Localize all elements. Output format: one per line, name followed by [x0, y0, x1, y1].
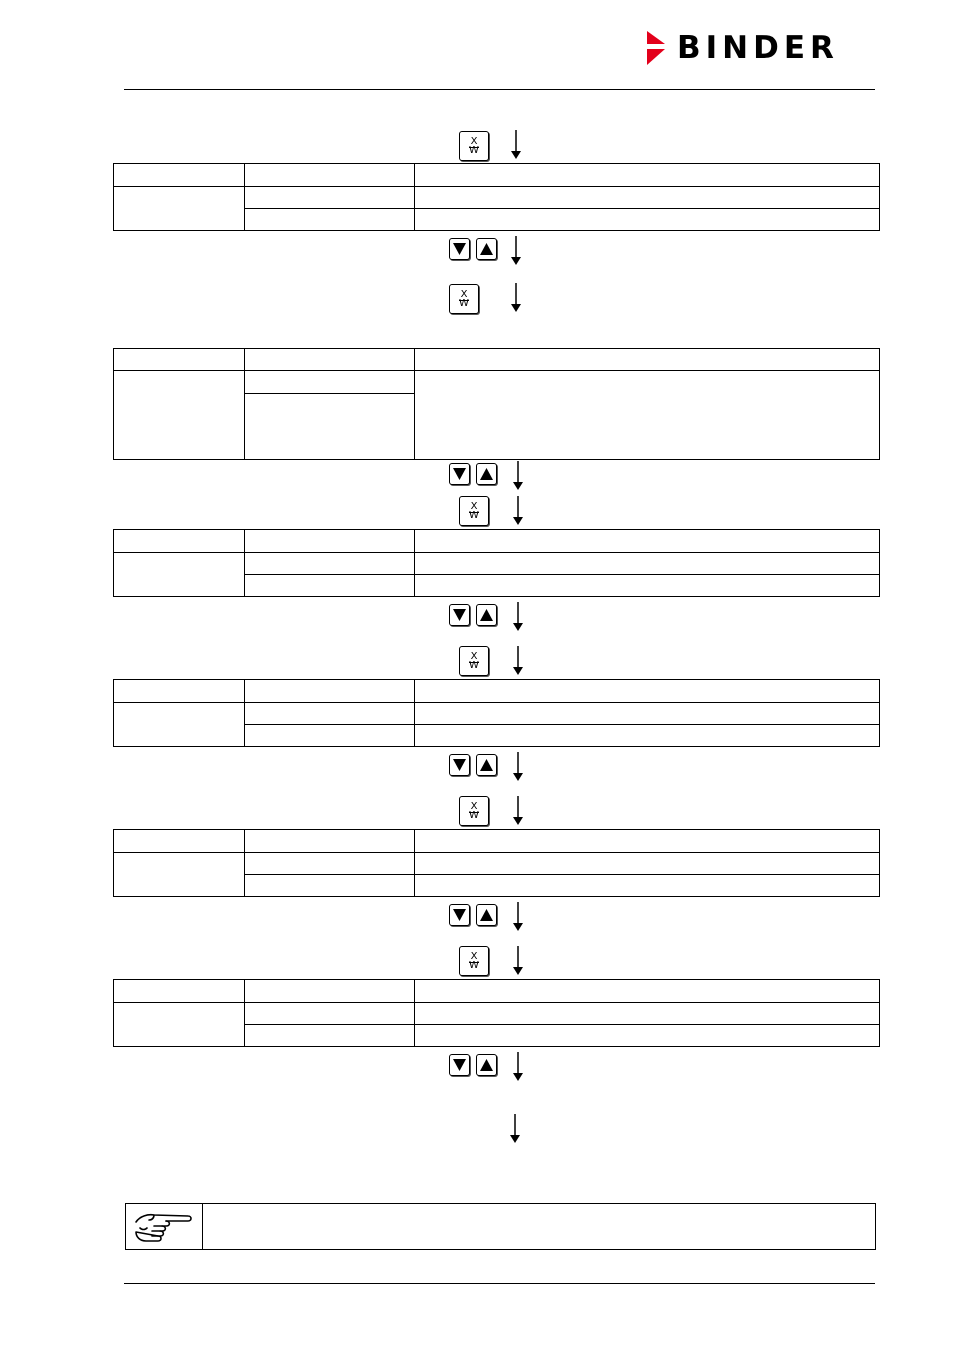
brand-name: BINDER — [677, 29, 839, 66]
arrow-down-key-icon[interactable] — [449, 1054, 470, 1076]
note-box — [125, 1203, 876, 1250]
down-arrow-icon — [510, 283, 522, 313]
table-cell — [415, 164, 880, 187]
down-arrow-icon — [512, 461, 524, 491]
table-cell — [415, 853, 880, 875]
table-cell — [245, 530, 415, 553]
table-cell — [245, 830, 415, 853]
arrow-up-key-icon[interactable] — [476, 904, 497, 926]
table-cell — [114, 853, 245, 897]
xw-key-icon[interactable]: X W — [459, 496, 489, 526]
down-arrow-icon — [510, 236, 522, 266]
arrow-up-key-icon[interactable] — [476, 1054, 497, 1076]
down-arrow-icon — [512, 496, 524, 526]
down-arrow-icon — [509, 1114, 521, 1144]
table-cell — [415, 980, 880, 1003]
table-cell — [415, 1003, 880, 1025]
table-cell — [114, 371, 245, 460]
footer-rule — [124, 1283, 875, 1284]
down-arrow-icon — [510, 130, 522, 160]
table-cell — [245, 187, 415, 209]
table-cell — [245, 349, 415, 371]
table-cell — [415, 703, 880, 725]
table-cell — [114, 553, 245, 597]
table-cell — [415, 553, 880, 575]
table-cell — [114, 703, 245, 747]
table-cell — [415, 530, 880, 553]
arrow-down-key-icon[interactable] — [449, 463, 470, 485]
table-cell — [114, 349, 245, 371]
table-cell — [114, 680, 245, 703]
table-cell — [245, 703, 415, 725]
table-cell — [114, 980, 245, 1003]
down-arrow-icon — [512, 946, 524, 976]
note-divider — [202, 1204, 203, 1249]
arrow-up-key-icon[interactable] — [476, 463, 497, 485]
down-arrow-icon — [512, 646, 524, 676]
arrow-up-key-icon[interactable] — [476, 604, 497, 626]
table-cell — [114, 1003, 245, 1047]
xw-key-icon[interactable]: X W — [459, 131, 489, 161]
table-cell — [245, 1025, 415, 1047]
parameter-table-4 — [113, 679, 880, 747]
table-cell — [415, 725, 880, 747]
down-arrow-icon — [512, 796, 524, 826]
pointing-hand-icon — [132, 1208, 194, 1251]
table-cell — [245, 853, 415, 875]
table-cell — [245, 164, 415, 187]
down-arrow-icon — [512, 902, 524, 932]
table-cell — [415, 830, 880, 853]
table-cell — [245, 209, 415, 231]
xw-key-icon[interactable]: X W — [459, 646, 489, 676]
parameter-table-5 — [113, 829, 880, 897]
table-cell — [415, 371, 880, 460]
xw-key-icon[interactable]: X W — [459, 796, 489, 826]
table-cell — [245, 725, 415, 747]
table-cell — [415, 209, 880, 231]
table-cell — [415, 680, 880, 703]
binder-logo — [645, 28, 839, 68]
table-cell — [245, 980, 415, 1003]
table-cell — [245, 394, 415, 460]
table-cell — [114, 830, 245, 853]
parameter-table-1 — [113, 163, 880, 231]
arrow-up-key-icon[interactable] — [476, 754, 497, 776]
table-cell — [114, 530, 245, 553]
xw-key-icon[interactable]: X W — [449, 284, 479, 314]
table-cell — [415, 575, 880, 597]
table-cell — [415, 875, 880, 897]
table-cell — [245, 1003, 415, 1025]
parameter-table-3 — [113, 529, 880, 597]
down-arrow-icon — [512, 602, 524, 632]
table-cell — [245, 371, 415, 394]
arrow-down-key-icon[interactable] — [449, 238, 470, 260]
table-cell — [415, 1025, 880, 1047]
down-arrow-icon — [512, 752, 524, 782]
arrow-up-key-icon[interactable] — [476, 238, 497, 260]
table-cell — [114, 164, 245, 187]
table-cell — [245, 575, 415, 597]
binder-logo-icon — [645, 31, 667, 65]
arrow-down-key-icon[interactable] — [449, 754, 470, 776]
table-cell — [114, 187, 245, 231]
xw-key-icon[interactable]: X W — [459, 946, 489, 976]
parameter-table-2 — [113, 348, 880, 460]
table-cell — [415, 187, 880, 209]
table-cell — [245, 680, 415, 703]
parameter-table-6 — [113, 979, 880, 1047]
arrow-down-key-icon[interactable] — [449, 604, 470, 626]
header-rule — [124, 89, 875, 90]
table-cell — [245, 553, 415, 575]
table-cell — [415, 349, 880, 371]
table-cell — [245, 875, 415, 897]
down-arrow-icon — [512, 1052, 524, 1082]
arrow-down-key-icon[interactable] — [449, 904, 470, 926]
